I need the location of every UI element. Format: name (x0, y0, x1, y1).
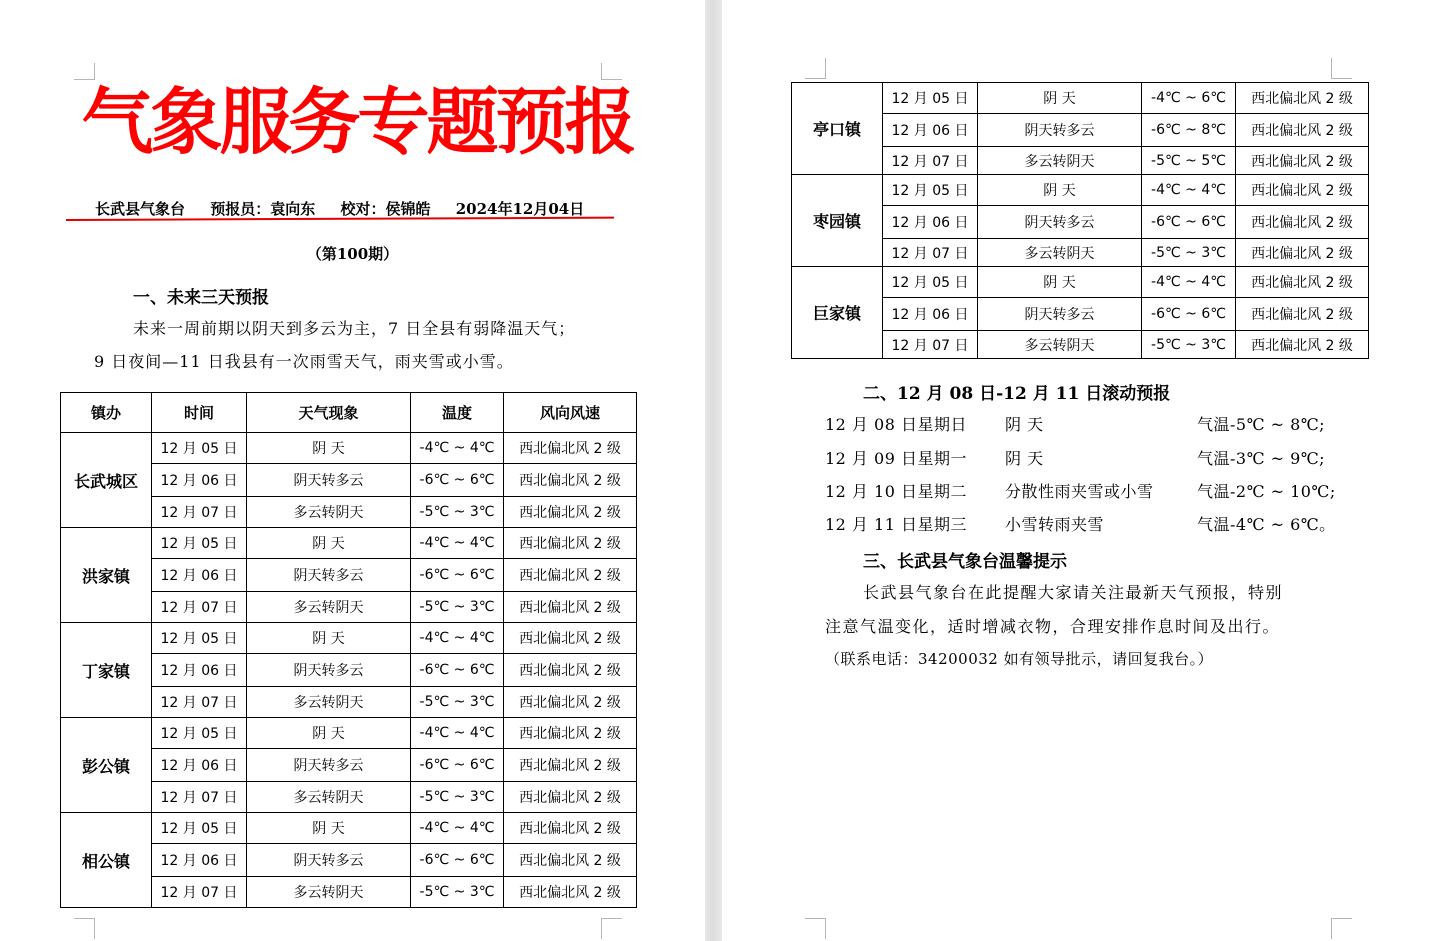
weather-cell: 阴天转多云 (978, 298, 1142, 331)
date-cell: 12 月 07 日 (152, 592, 247, 623)
wind-cell: 西北偏北风 2 级 (504, 497, 637, 528)
rolling-day: 12 月 09 日星期一 (825, 449, 967, 468)
crop-mark (74, 918, 95, 939)
date-cell: 12 月 06 日 (152, 749, 247, 782)
date-cell: 12 月 05 日 (883, 83, 978, 114)
temp-cell: -6℃ ~ 8℃ (1142, 114, 1236, 147)
rolling-temp: 气温-2℃ ~ 10℃; (1197, 482, 1336, 501)
wind-cell: 西北偏北风 2 级 (504, 749, 637, 782)
temp-cell: -6℃ ~ 6℃ (1142, 298, 1236, 331)
date-cell: 12 月 06 日 (152, 654, 247, 687)
wind-cell: 西北偏北风 2 级 (504, 654, 637, 687)
rolling-day: 12 月 10 日星期二 (825, 482, 967, 501)
crop-mark (1331, 918, 1352, 939)
header-town: 镇办 (61, 393, 152, 433)
section2-heading: 二、12 月 08 日-12 月 11 日滚动预报 (863, 384, 1171, 404)
wind-cell: 西北偏北风 2 级 (1236, 83, 1369, 114)
date-cell: 12 月 05 日 (883, 267, 978, 298)
temp-cell: -6℃ ~ 6℃ (411, 654, 504, 687)
rolling-temp: 气温-3℃ ~ 9℃; (1197, 449, 1326, 468)
rolling-day: 12 月 11 日星期三 (825, 515, 967, 534)
weather-cell: 阴天转多云 (247, 464, 411, 497)
rolling-temp: 气温-4℃ ~ 6℃。 (1197, 515, 1336, 534)
rolling-forecast-row (825, 512, 1385, 534)
rolling-forecast-row (825, 479, 1385, 501)
town-name-cell: 相公镇 (61, 813, 152, 908)
weather-cell: 阴天转多云 (247, 749, 411, 782)
table-row (61, 813, 637, 844)
temp-cell: -5℃ ~ 3℃ (1142, 239, 1236, 267)
temp-cell: -5℃ ~ 5℃ (1142, 147, 1236, 175)
issue-number: （第100期） (306, 245, 399, 263)
date-cell: 12 月 05 日 (152, 623, 247, 654)
crop-mark (601, 918, 622, 939)
weather-cell: 阴 天 (978, 83, 1142, 114)
weather-cell: 阴 天 (978, 175, 1142, 206)
temp-cell: -6℃ ~ 6℃ (411, 559, 504, 592)
weather-cell: 多云转阴天 (247, 687, 411, 718)
temp-cell: -5℃ ~ 3℃ (411, 497, 504, 528)
table-row (792, 175, 1369, 206)
weather-cell: 阴 天 (247, 528, 411, 559)
temp-cell: -6℃ ~ 6℃ (411, 464, 504, 497)
temp-cell: -5℃ ~ 3℃ (411, 687, 504, 718)
table-row (792, 83, 1369, 114)
date-cell: 12 月 06 日 (883, 114, 978, 147)
wind-cell: 西北偏北风 2 级 (1236, 331, 1369, 359)
table-row (61, 433, 637, 464)
wind-cell: 西北偏北风 2 级 (504, 433, 637, 464)
table-body-left (61, 433, 637, 908)
wind-cell: 西北偏北风 2 级 (504, 782, 637, 813)
weather-cell: 阴 天 (247, 433, 411, 464)
wind-cell: 西北偏北风 2 级 (504, 528, 637, 559)
wind-cell: 西北偏北风 2 级 (504, 877, 637, 908)
wind-cell: 西北偏北风 2 级 (1236, 175, 1369, 206)
rolling-day: 12 月 08 日星期日 (825, 415, 967, 434)
temp-cell: -6℃ ~ 6℃ (411, 749, 504, 782)
town-name-cell: 彭公镇 (61, 718, 152, 813)
date-cell: 12 月 05 日 (152, 718, 247, 749)
station-name: 长武县气象台 (95, 200, 186, 218)
temp-cell: -5℃ ~ 3℃ (411, 782, 504, 813)
rolling-forecast-row (825, 412, 1385, 434)
wind-cell: 西北偏北风 2 级 (504, 718, 637, 749)
issue-date: 2024年12月04日 (455, 200, 585, 218)
section3-line1: 长武县气象台在此提醒大家请关注最新天气预报，特别 (863, 583, 1284, 602)
wind-cell: 西北偏北风 2 级 (1236, 267, 1369, 298)
wind-cell: 西北偏北风 2 级 (504, 559, 637, 592)
page-right (722, 0, 1432, 941)
wind-cell: 西北偏北风 2 级 (1236, 298, 1369, 331)
temp-cell: -4℃ ~ 4℃ (411, 718, 504, 749)
forecast-table-right (791, 82, 1369, 359)
table-row (61, 623, 637, 654)
wind-cell: 西北偏北风 2 级 (504, 592, 637, 623)
town-name-cell: 洪家镇 (61, 528, 152, 623)
temp-cell: -4℃ ~ 4℃ (1142, 267, 1236, 298)
temp-cell: -4℃ ~ 4℃ (1142, 175, 1236, 206)
reviewer: 校对：侯锦皓 (340, 200, 431, 218)
town-name-cell: 巨家镇 (792, 267, 883, 359)
weather-cell: 多云转阴天 (978, 239, 1142, 267)
header-time: 时间 (152, 393, 247, 433)
section3-heading: 三、长武县气象台温馨提示 (863, 552, 1067, 572)
rolling-weather: 阴 天 (1005, 415, 1044, 434)
wind-cell: 西北偏北风 2 级 (504, 844, 637, 877)
date-cell: 12 月 05 日 (152, 433, 247, 464)
forecaster: 预报员：袁向东 (210, 200, 316, 218)
date-cell: 12 月 06 日 (883, 298, 978, 331)
report-title: 气象服务专题预报 (81, 79, 634, 164)
date-cell: 12 月 07 日 (152, 782, 247, 813)
wind-cell: 西北偏北风 2 级 (504, 813, 637, 844)
weather-cell: 阴天转多云 (978, 114, 1142, 147)
table-row (61, 528, 637, 559)
wind-cell: 西北偏北风 2 级 (1236, 206, 1369, 239)
temp-cell: -4℃ ~ 4℃ (411, 813, 504, 844)
weather-cell: 阴 天 (247, 718, 411, 749)
date-cell: 12 月 06 日 (152, 844, 247, 877)
temp-cell: -4℃ ~ 4℃ (411, 528, 504, 559)
wind-cell: 西北偏北风 2 级 (1236, 239, 1369, 267)
page-left (0, 0, 705, 941)
table-body-right (792, 83, 1369, 359)
weather-cell: 阴天转多云 (247, 844, 411, 877)
town-name-cell: 亭口镇 (792, 83, 883, 175)
date-cell: 12 月 05 日 (883, 175, 978, 206)
table-header-row (61, 393, 637, 433)
weather-cell: 多云转阴天 (247, 782, 411, 813)
wind-cell: 西北偏北风 2 级 (504, 623, 637, 654)
date-cell: 12 月 06 日 (883, 206, 978, 239)
wind-cell: 西北偏北风 2 级 (504, 464, 637, 497)
crop-mark (1331, 58, 1352, 79)
header-weather: 天气现象 (247, 393, 411, 433)
weather-cell: 多云转阴天 (247, 497, 411, 528)
temp-cell: -6℃ ~ 6℃ (411, 844, 504, 877)
temp-cell: -5℃ ~ 3℃ (1142, 331, 1236, 359)
wind-cell: 西北偏北风 2 级 (1236, 147, 1369, 175)
crop-mark (805, 918, 826, 939)
section1-para-line1: 未来一周前期以阴天到多云为主，7 日全县有弱降温天气； (133, 319, 576, 338)
date-cell: 12 月 07 日 (152, 687, 247, 718)
temp-cell: -6℃ ~ 6℃ (1142, 206, 1236, 239)
rolling-weather: 分散性雨夹雪或小雪 (1005, 482, 1154, 501)
section3-line2: 注意气温变化，适时增减衣物，合理安排作息时间及出行。 (825, 617, 1281, 636)
date-cell: 12 月 07 日 (883, 147, 978, 175)
table-row (792, 267, 1369, 298)
date-cell: 12 月 05 日 (152, 528, 247, 559)
town-name-cell: 丁家镇 (61, 623, 152, 718)
wind-cell: 西北偏北风 2 级 (1236, 114, 1369, 147)
date-cell: 12 月 07 日 (883, 239, 978, 267)
rolling-forecast-row (825, 446, 1385, 468)
date-cell: 12 月 07 日 (152, 497, 247, 528)
weather-cell: 阴 天 (978, 267, 1142, 298)
town-name-cell: 枣园镇 (792, 175, 883, 267)
rolling-temp: 气温-5℃ ~ 8℃; (1197, 415, 1326, 434)
date-cell: 12 月 07 日 (883, 331, 978, 359)
temp-cell: -4℃ ~ 4℃ (411, 623, 504, 654)
wind-cell: 西北偏北风 2 级 (504, 687, 637, 718)
weather-cell: 阴 天 (247, 623, 411, 654)
rolling-weather: 阴 天 (1005, 449, 1044, 468)
weather-cell: 阴 天 (247, 813, 411, 844)
temp-cell: -5℃ ~ 3℃ (411, 592, 504, 623)
temp-cell: -4℃ ~ 4℃ (411, 433, 504, 464)
crop-mark (805, 58, 826, 79)
weather-cell: 多云转阴天 (978, 147, 1142, 175)
date-cell: 12 月 06 日 (152, 464, 247, 497)
date-cell: 12 月 07 日 (152, 877, 247, 908)
weather-cell: 阴天转多云 (247, 559, 411, 592)
report-header-info (95, 198, 584, 219)
weather-cell: 多云转阴天 (247, 592, 411, 623)
section1-para-line2: 9 日夜间—11 日我县有一次雨雪天气，雨夹雪或小雪。 (94, 352, 514, 371)
header-temp: 温度 (411, 393, 504, 433)
weather-cell: 多云转阴天 (247, 877, 411, 908)
date-cell: 12 月 05 日 (152, 813, 247, 844)
weather-cell: 多云转阴天 (978, 331, 1142, 359)
rolling-weather: 小雪转雨夹雪 (1005, 515, 1105, 534)
weather-cell: 阴天转多云 (247, 654, 411, 687)
header-wind: 风向风速 (504, 393, 637, 433)
section3-line3: （联系电话：34200032 如有领导批示，请回复我台。） (825, 650, 1214, 668)
weather-cell: 阴天转多云 (978, 206, 1142, 239)
forecast-table-left (60, 392, 637, 908)
town-name-cell: 长武城区 (61, 433, 152, 528)
table-row (61, 718, 637, 749)
page-gutter (705, 0, 722, 941)
temp-cell: -4℃ ~ 6℃ (1142, 83, 1236, 114)
section1-heading: 一、未来三天预报 (133, 288, 269, 308)
temp-cell: -5℃ ~ 3℃ (411, 877, 504, 908)
date-cell: 12 月 06 日 (152, 559, 247, 592)
